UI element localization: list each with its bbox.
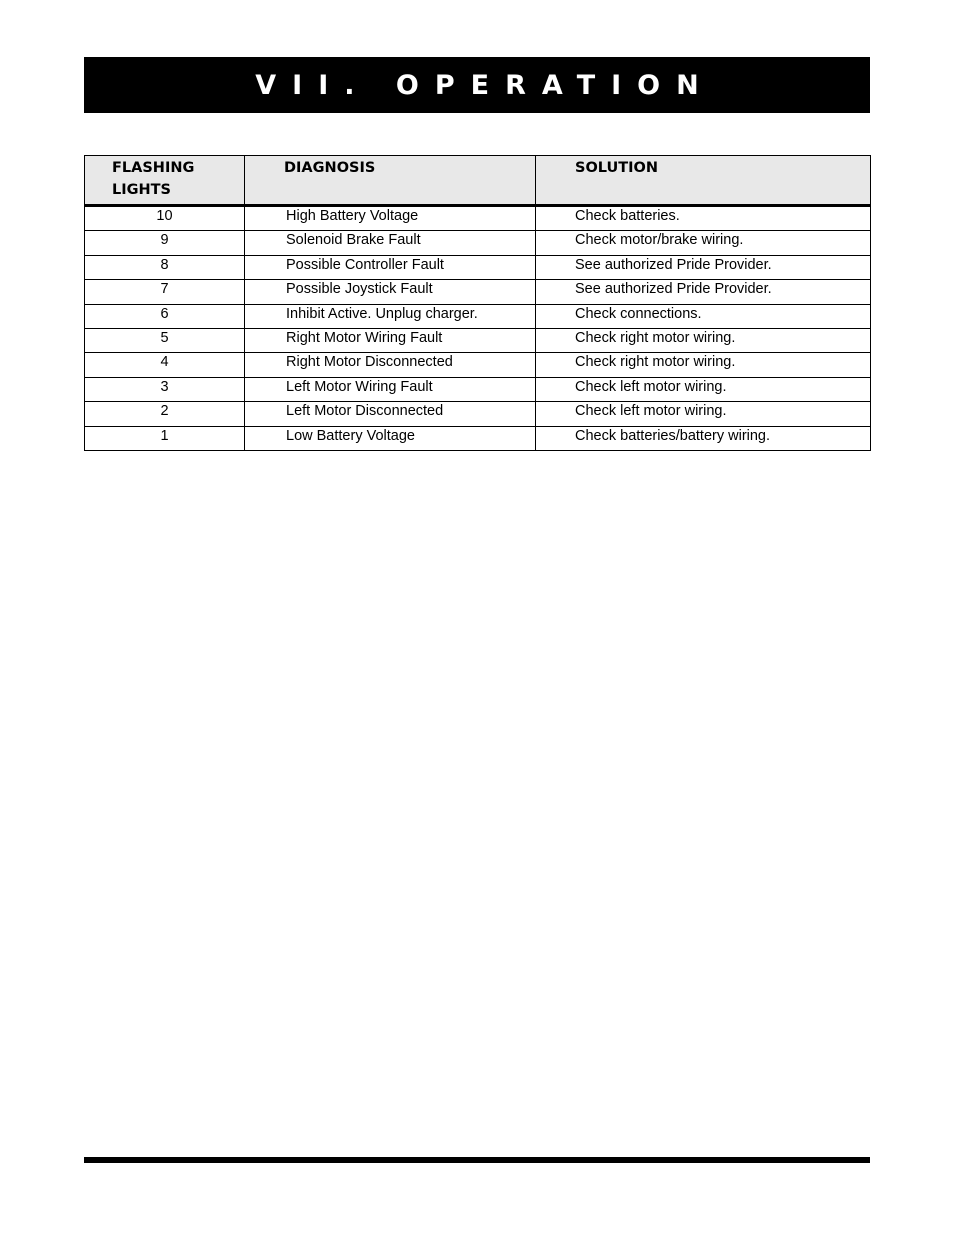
solution-cell: Check batteries/battery wiring. [575, 427, 771, 444]
flashing-lights-count: 4 [85, 353, 245, 377]
table-row [85, 426, 871, 450]
table-row [85, 328, 871, 352]
flashing-lights-count: 8 [85, 255, 245, 279]
section-header-banner [84, 57, 870, 113]
diagnosis-cell: Possible Controller Fault [245, 255, 536, 279]
diagnosis-cell: High Battery Voltage [245, 206, 536, 231]
column-header-diagnosis: DIAGNOSIS [245, 156, 536, 206]
table-row [85, 255, 871, 279]
solution-cell: See authorized Pride Provider. [536, 280, 871, 304]
solution-cell: Check connections. [536, 304, 871, 328]
solution-cell: See authorized Pride Provider. [536, 255, 871, 279]
diagnosis-cell: Left Motor Wiring Fault [245, 377, 536, 401]
diagnosis-cell: Possible Joystick Fault [245, 280, 536, 304]
flashing-lights-count: 1 [85, 426, 245, 450]
flashing-lights-count: 6 [85, 304, 245, 328]
diagnosis-cell: Right Motor Wiring Fault [245, 328, 536, 352]
solution-cell: Check left motor wiring. [536, 402, 871, 426]
solution-cell: Check batteries. [536, 206, 871, 231]
flashing-lights-count: 9 [85, 231, 245, 255]
diagnosis-cell: Low Battery Voltage [245, 426, 536, 450]
column-header-solution: SOLUTION [536, 156, 871, 206]
flashing-lights-count: 10 [85, 206, 245, 231]
footer-rule [84, 1157, 870, 1163]
table-row [85, 304, 871, 328]
diagnosis-cell: Right Motor Disconnected [245, 353, 536, 377]
table-row [85, 231, 871, 255]
solution-cell: Check right motor wiring. [536, 328, 871, 352]
section-title: VII. OPERATION [255, 69, 715, 101]
solution-cell: Check right motor wiring. [536, 353, 871, 377]
solution-cell: Check motor/brake wiring. [536, 231, 871, 255]
table-row [85, 280, 871, 304]
table-row [85, 402, 871, 426]
diagnosis-cell: Inhibit Active. Unplug charger. [245, 304, 536, 328]
flashing-lights-count: 5 [85, 328, 245, 352]
flashing-lights-count: 7 [85, 280, 245, 304]
flashing-lights-count: 3 [85, 377, 245, 401]
table-header-row [85, 156, 871, 206]
table-row [85, 377, 871, 401]
column-header-flashing-lights: FLASHING LIGHTS [85, 156, 245, 206]
table-row [85, 206, 871, 231]
flashing-lights-count: 2 [85, 402, 245, 426]
diagnosis-cell: Solenoid Brake Fault [245, 231, 536, 255]
flashing-lights-diagnosis-table [84, 155, 871, 451]
solution-cell: Check left motor wiring. [536, 377, 871, 401]
diagnosis-cell: Left Motor Disconnected [245, 402, 536, 426]
table-row [85, 353, 871, 377]
